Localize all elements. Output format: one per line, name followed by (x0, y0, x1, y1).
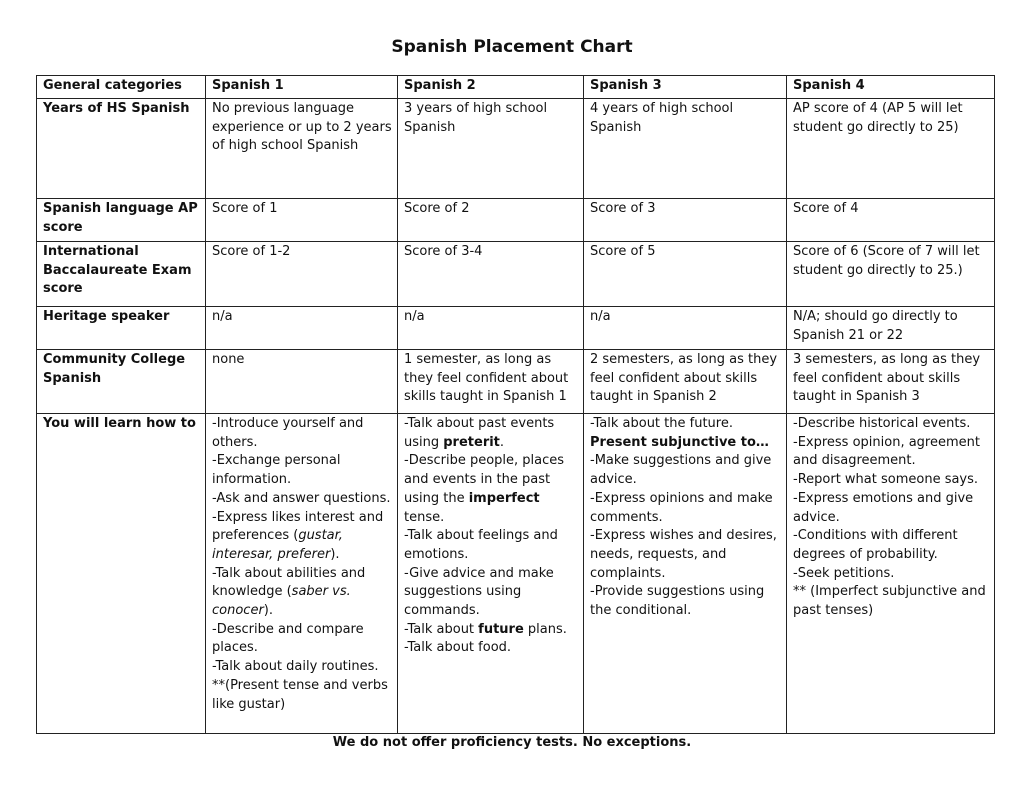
row-label-years-hs-spanish: Years of HS Spanish (37, 99, 206, 199)
list-item: -Seek petitions. (793, 565, 895, 581)
list-item: -Report what someone says. (793, 472, 979, 488)
list-subheading: Present subjunctive to… (590, 434, 769, 450)
cell-years-spanish-1: No previous language experience or up to 2 years of high school Spanish (206, 99, 398, 199)
list-item (212, 565, 392, 621)
cell-heritage-spanish-1: n/a (206, 307, 398, 350)
table-row-ib-score (37, 242, 995, 307)
list-item: -Talk about daily routines. (212, 659, 379, 675)
list-item (404, 452, 578, 527)
row-label-community-college: Community College Spanish (37, 350, 206, 414)
cell-heritage-spanish-2: n/a (398, 307, 584, 350)
cell-ib-spanish-4: Score of 6 (Score of 7 will let student go directly to 25.) (787, 242, 995, 307)
list-item: -Talk about the future. (590, 416, 733, 431)
cell-heritage-spanish-3: n/a (584, 307, 787, 350)
cell-cc-spanish-2: 1 semester, as long as they feel confident about skills taught in Spanish 1 (398, 350, 584, 414)
list-item-emphasis: preterit (443, 434, 500, 450)
list-item-text: . (499, 434, 505, 450)
list-item-text: plans. (523, 621, 567, 637)
list-item (212, 509, 392, 565)
row-label-ap-score: Spanish language AP score (37, 199, 206, 242)
cell-cc-spanish-4: 3 semesters, as long as they feel confident about skills taught in Spanish 3 (787, 350, 995, 414)
cell-heritage-spanish-4: N/A; should go directly to Spanish 21 or 22 (787, 307, 995, 350)
list-item: -Talk about food. (404, 640, 512, 656)
cell-cc-spanish-3: 2 semesters, as long as they feel confident about skills taught in Spanish 2 (584, 350, 787, 414)
table-row-you-will-learn (37, 414, 995, 734)
list-item-text: ). (330, 546, 340, 562)
cell-ap-spanish-1: Score of 1 (206, 199, 398, 242)
cell-ib-spanish-1: Score of 1-2 (206, 242, 398, 307)
list-item: -Express emotions and give advice. (793, 490, 974, 525)
cell-learn-spanish-3 (584, 414, 787, 734)
footer-note: We do not offer proficiency tests. No exceptions. (332, 735, 692, 750)
list-item-text: tense. (404, 509, 445, 525)
page-title: Spanish Placement Chart (391, 37, 633, 57)
header-row (37, 76, 995, 99)
cell-cc-spanish-1: none (206, 350, 398, 414)
column-header-spanish-1: Spanish 1 (206, 76, 398, 99)
list-item: -Provide suggestions using the conditional. (590, 584, 765, 619)
list-item-emphasis: future (478, 621, 524, 637)
cell-years-spanish-4: AP score of 4 (AP 5 will let student go directly to 25) (787, 99, 995, 199)
table-row-years-hs-spanish (37, 99, 995, 199)
list-item: -Talk about feelings and emotions. (404, 528, 558, 562)
row-label-ib-score: International Baccalaureate Exam score (37, 242, 206, 307)
column-header-general-categories: General categories (37, 76, 206, 99)
list-item: -Ask and answer questions. (212, 490, 391, 506)
list-item-text: -Express likes interest and preferences ( (212, 509, 384, 544)
row-label-heritage-speaker: Heritage speaker (37, 307, 206, 350)
cell-years-spanish-3: 4 years of high school Spanish (584, 99, 787, 199)
list-item-text: -Talk about abilities and knowledge ( (212, 565, 366, 600)
table-row-community-college (37, 350, 995, 414)
list-item: -Exchange personal information. (212, 453, 341, 488)
cell-ap-spanish-2: Score of 2 (398, 199, 584, 242)
list-item-emphasis: gustar, interesar, preferer (212, 528, 343, 562)
row-label-you-will-learn: You will learn how to (37, 414, 206, 734)
cell-learn-spanish-1 (206, 414, 398, 734)
list-item-text: ). (263, 603, 274, 619)
list-item: -Describe and compare places. (212, 621, 364, 656)
list-item: **(Present tense and verbs like gustar) (212, 677, 388, 712)
cell-ap-spanish-4: Score of 4 (787, 199, 995, 242)
list-item: -Express opinion, agreement and disagreement. (793, 434, 980, 469)
list-item: -Make suggestions and give advice. (590, 453, 772, 488)
list-item (404, 415, 578, 452)
list-item: -Describe historical events. (793, 416, 971, 431)
placement-table (36, 75, 995, 734)
cell-ap-spanish-3: Score of 3 (584, 199, 787, 242)
list-item: ** (Imperfect subjunctive and past tenses) (793, 584, 986, 619)
column-header-spanish-4: Spanish 4 (787, 76, 995, 99)
list-item: -Express opinions and make comments. (590, 490, 773, 525)
list-item-text: -Talk about past events using (404, 416, 555, 450)
list-item-emphasis: imperfect (468, 490, 540, 506)
cell-ib-spanish-3: Score of 5 (584, 242, 787, 307)
list-item-text: -Describe people, places and events in the past using the (404, 453, 565, 506)
list-item: -Express wishes and desires, needs, requests, and complaints. (590, 528, 777, 581)
list-item: -Give advice and make suggestions using commands. (404, 565, 554, 619)
column-header-spanish-2: Spanish 2 (398, 76, 584, 99)
list-item-text: -Talk about (404, 621, 479, 637)
list-item: -Conditions with different degrees of probability. (793, 528, 958, 562)
list-item (404, 621, 578, 640)
list-item-emphasis: saber vs. conocer (212, 584, 351, 619)
column-header-spanish-3: Spanish 3 (584, 76, 787, 99)
table-row-heritage-speaker (37, 307, 995, 350)
cell-learn-spanish-4 (787, 414, 995, 734)
cell-learn-spanish-2 (398, 414, 584, 734)
table-row-ap-score (37, 199, 995, 242)
cell-years-spanish-2: 3 years of high school Spanish (398, 99, 584, 199)
list-item: -Introduce yourself and others. (212, 416, 364, 450)
cell-ib-spanish-2: Score of 3-4 (398, 242, 584, 307)
